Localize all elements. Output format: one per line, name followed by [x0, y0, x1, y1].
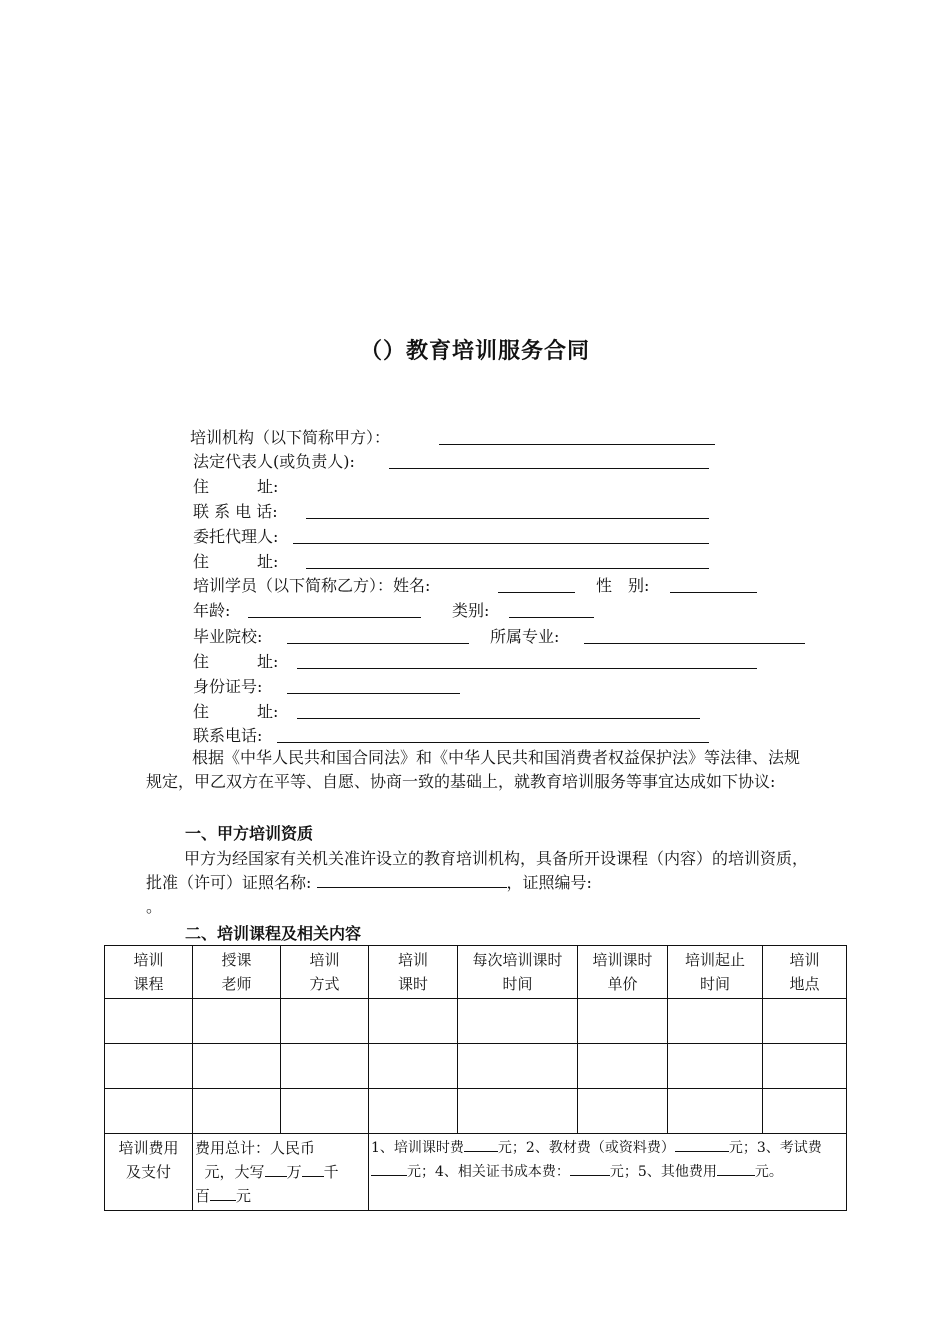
phone-a-label: 联 系 电 话: — [193, 502, 278, 521]
header-cell: 培训 地点 — [763, 946, 847, 999]
phone-b-blank[interactable] — [277, 742, 709, 743]
major-blank[interactable] — [584, 643, 805, 644]
table-row — [105, 1044, 847, 1089]
phone-a-blank[interactable] — [306, 518, 709, 519]
section1-text-end: 。 — [146, 897, 163, 916]
address-b-label: 住 址: — [193, 552, 279, 571]
table-row — [105, 999, 847, 1044]
header-cell: 每次培训课时 时间 — [458, 946, 578, 999]
section1-text-before: 甲方为经国家有关机关准许设立的教育培训机构，具备所开设课程（内容）的培训资质，批准（许可）证照名称: — [146, 849, 809, 892]
fee-total-cell: 费用总计：人民币 元，大写 万 千 百 元 — [193, 1134, 369, 1211]
section1-text-mid: ，证照编号: — [506, 873, 592, 892]
major-label: 所属专业: — [490, 627, 560, 646]
age-blank[interactable] — [248, 617, 421, 618]
agent-blank[interactable] — [293, 543, 709, 544]
address-c-label: 住 址: — [193, 652, 279, 671]
legal-rep-label: 法定代表人(或负责人): — [193, 452, 355, 471]
intro-paragraph: 根据《中华人民共和国合同法》和《中华人民共和国消费者权益保护法》等法律、法规规定，甲乙双方在平等、自愿、协商一致的基础上，就教育培训服务等事宜达成如下协议: — [146, 748, 801, 791]
fee-label-cell: 培训费用 及支付 — [105, 1134, 193, 1211]
header-cell: 培训起止 时间 — [668, 946, 763, 999]
party-a-label: 培训机构（以下简称甲方）： — [190, 428, 391, 447]
header-cell: 培训 课程 — [105, 946, 193, 999]
name-blank[interactable] — [498, 592, 575, 593]
license-name-blank[interactable] — [317, 873, 507, 888]
gender-label: 性 别: — [596, 576, 650, 595]
header-cell: 培训 方式 — [281, 946, 369, 999]
address-d-blank[interactable] — [297, 718, 700, 719]
school-blank[interactable] — [287, 643, 469, 644]
agent-label: 委托代理人: — [193, 527, 279, 546]
section1-body — [146, 847, 808, 919]
page-title: （）教育培训服务合同 — [359, 339, 590, 364]
address-a-label: 住 址: — [193, 477, 279, 496]
party-a-blank[interactable] — [439, 444, 715, 445]
id-label: 身份证号: — [193, 677, 263, 696]
address-d-label: 住 址: — [193, 702, 279, 721]
fee-row — [105, 1134, 847, 1211]
table-row — [105, 1089, 847, 1134]
phone-b-label: 联系电话: — [193, 726, 263, 745]
header-cell: 培训 课时 — [369, 946, 458, 999]
gender-blank[interactable] — [670, 592, 757, 593]
party-b-label: 培训学员（以下简称乙方）：姓名: — [193, 576, 431, 595]
header-cell: 授课 老师 — [193, 946, 281, 999]
section1-heading: 一、甲方培训资质 — [185, 824, 314, 843]
course-table — [104, 945, 847, 1211]
header-cell: 培训课时 单价 — [578, 946, 668, 999]
fee-detail-cell: 1、培训课时费 元；2、教材费（或资料费） 元；3、考试费 元；4、相关证书成本费： 元；5、其他费用 元。 — [369, 1134, 847, 1211]
category-label: 类别: — [452, 601, 490, 620]
legal-rep-blank[interactable] — [389, 468, 709, 469]
category-blank[interactable] — [509, 617, 594, 618]
school-label: 毕业院校: — [193, 627, 263, 646]
age-label: 年龄: — [193, 601, 231, 620]
section2-heading: 二、培训课程及相关内容 — [185, 924, 362, 943]
table-header-row — [105, 946, 847, 999]
address-c-blank[interactable] — [297, 668, 757, 669]
address-b-blank[interactable] — [306, 568, 709, 569]
id-blank[interactable] — [287, 693, 460, 694]
